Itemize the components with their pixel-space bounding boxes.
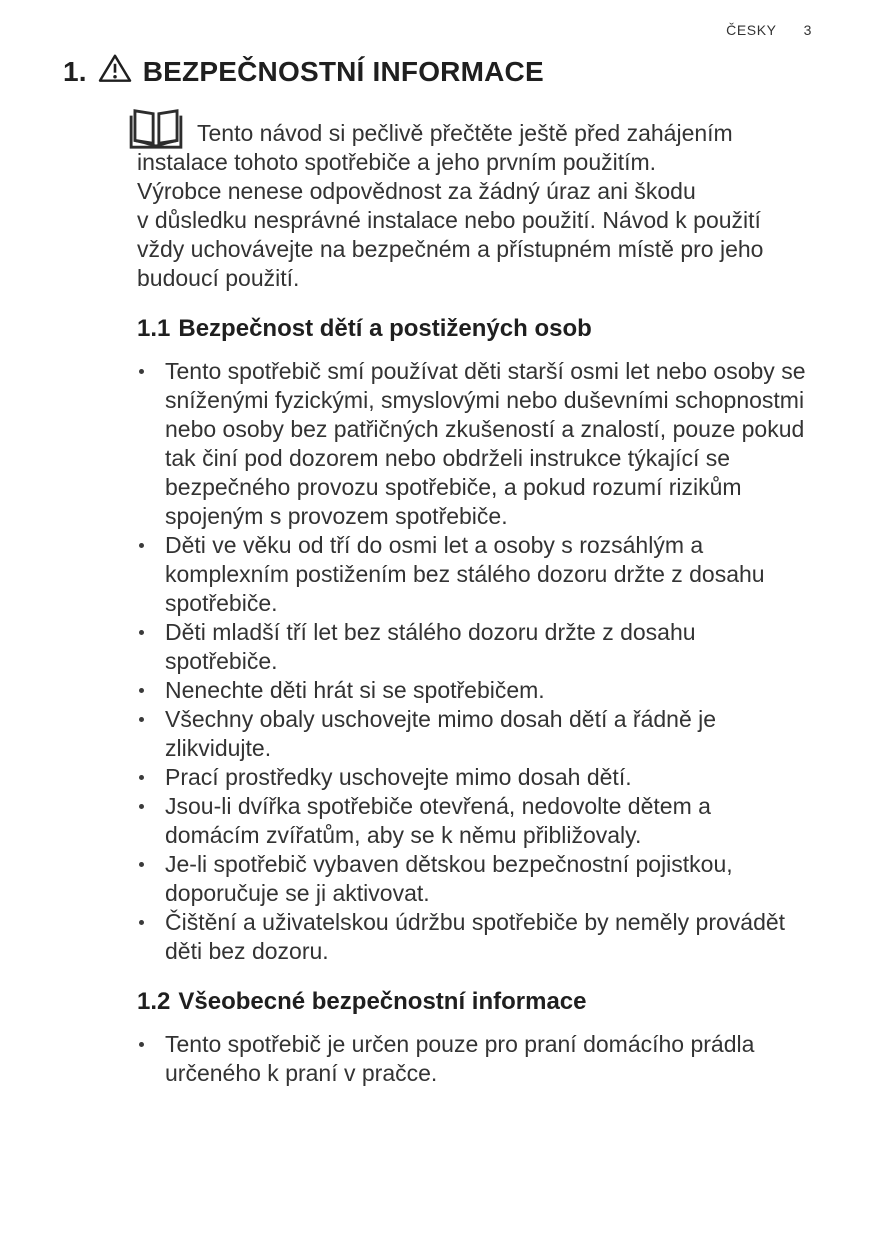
list-item: Čištění a uživatelskou údržbu spotřebiče by neměly provádět děti bez dozoru.: [137, 908, 810, 966]
section-heading-text: Všeobecné bezpečnostní informace: [178, 988, 587, 1015]
chapter-title: [63, 53, 812, 90]
bullet-list-safety-children: [137, 357, 810, 966]
list-item: Děti mladší tří let bez stálého dozoru držte z dosahu spotřebiče.: [137, 618, 810, 676]
list-item: Jsou-li dvířka spotřebiče otevřená, nedovolte dětem a domácím zvířatům, aby se k němu přibližovaly.: [137, 792, 810, 850]
bullet-icon: [139, 688, 144, 693]
page-content: [137, 119, 810, 1088]
list-item: Prací prostředky uschovejte mimo dosah dětí.: [137, 763, 810, 792]
section-number: 1.2: [137, 988, 171, 1015]
bullet-icon: [139, 775, 144, 780]
list-item: Všechny obaly uschovejte mimo dosah dětí a řádně je zlikvidujte.: [137, 705, 810, 763]
bullet-icon: [139, 717, 144, 722]
intro-paragraph-2: Výrobce nenese odpovědnost za žádný úraz ani škodu v důsledku nesprávné instalace nebo použití. Návod k použití vždy uchovávejte na bezpečném a přístupném místě pro jeho budoucí použití.: [137, 178, 764, 291]
open-book-icon: [127, 107, 185, 158]
page-header: [63, 0, 812, 38]
bullet-icon: [139, 1042, 144, 1047]
chapter-number: 1.: [63, 55, 87, 87]
bullet-icon: [139, 920, 144, 925]
warning-triangle-icon: [98, 53, 132, 90]
page-number: 3: [803, 22, 812, 38]
list-item: Tento spotřebič smí používat děti starší osmi let nebo osoby se sníženými fyzickými, smyslovými nebo duševními schopnostmi nebo osoby bez patřičných zkušeností a znalostí, pouze pokud tak činí pod dozorem nebo obdrželi instrukce týkající se bezpečného provozu spotřebiče, a pokud rozumí rizikům spojeným s provozem spotřebiče.: [137, 357, 810, 531]
list-item: Nenechte děti hrát si se spotřebičem.: [137, 676, 810, 705]
bullet-icon: [139, 862, 144, 867]
list-item: Je-li spotřebič vybaven dětskou bezpečnostní pojistkou, doporučuje se ji aktivovat.: [137, 850, 810, 908]
bullet-icon: [139, 804, 144, 809]
bullet-list-general-safety: [137, 1030, 810, 1088]
intro-paragraph-1: Tento návod si pečlivě přečtěte ještě před zahájením instalace tohoto spotřebiče a jeho prvním použitím.: [137, 120, 733, 175]
language-label: ČESKY: [726, 22, 777, 38]
list-item: Děti ve věku od tří do osmi let a osoby s rozsáhlým a komplexním postižením bez stálého dozoru držte z dosahu spotřebiče.: [137, 531, 810, 618]
chapter-title-text: BEZPEČNOSTNÍ INFORMACE: [142, 55, 544, 87]
bullet-icon: [139, 543, 144, 548]
section-heading-1-2: [137, 987, 810, 1017]
list-item: Tento spotřebič je určen pouze pro praní domácího prádla určeného k praní v pračce.: [137, 1030, 810, 1088]
section-heading-text: Bezpečnost dětí a postižených osob: [178, 315, 592, 342]
bullet-icon: [139, 369, 144, 374]
section-heading-1-1: [137, 314, 810, 344]
intro-block: [137, 119, 810, 293]
bullet-icon: [139, 630, 144, 635]
section-number: 1.1: [137, 315, 171, 342]
